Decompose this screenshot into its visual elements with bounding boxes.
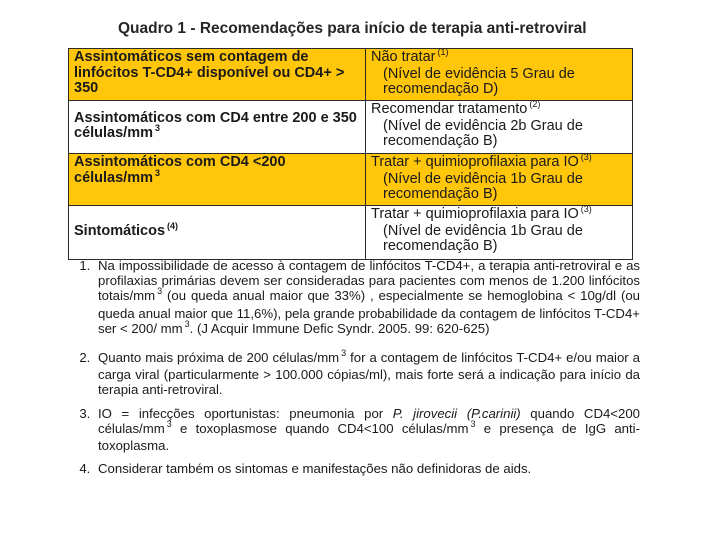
condition-text: Sintomáticos <box>74 222 166 239</box>
page-title: Quadro 1 - Recomendações para início de terapia anti-retroviral <box>118 20 587 37</box>
recommendations-table <box>68 48 633 260</box>
recommendation-text: Não tratar <box>371 49 436 65</box>
table-row <box>69 154 633 206</box>
recommendation-cell <box>366 206 633 260</box>
reference-marker: (2) <box>529 99 541 109</box>
recommendation-cell <box>366 154 633 206</box>
recommendation-text: Tratar + quimioprofilaxia para IO <box>371 206 579 222</box>
condition-cell <box>69 101 366 154</box>
footnote-text: e presença de IgG anti-toxoplasma. <box>98 420 640 454</box>
reference-marker: (1) <box>437 47 449 57</box>
footnote-text: Quanto mais próxima de 200 células/mm <box>98 350 340 366</box>
reference-marker: (3) <box>580 152 592 162</box>
superscript: 3 <box>166 418 172 429</box>
condition-text: Assintomáticos com CD4 entre 200 e 350 células/mm <box>74 109 357 141</box>
footnote-3 <box>94 406 640 454</box>
evidence-text: (Nível de evidência 1b Grau de recomendação B) <box>383 170 583 202</box>
table-row <box>69 49 633 101</box>
condition-cell <box>69 49 366 101</box>
footnotes-list <box>68 258 640 484</box>
condition-cell <box>69 154 366 206</box>
footnote-text: Na impossibilidade de acesso à contagem de linfócitos T-CD4+, a terapia anti-retroviral e as profilaxias primárias devem ser consideradas para pacientes com menos de 1.200 linfócitos totais/mm <box>98 258 640 304</box>
footnote-text: . (J Acquir Immune Defic Syndr. 2005. 99: 620-625) <box>189 320 490 336</box>
superscript: 3 <box>155 123 161 133</box>
table-row <box>69 101 633 154</box>
superscript: (4) <box>167 220 179 231</box>
footnote-4 <box>94 461 640 476</box>
evidence-text: (Nível de evidência 2b Grau de recomendação B) <box>383 117 583 149</box>
table-row <box>69 206 633 260</box>
condition-text: Assintomáticos sem contagem de linfócitos T-CD4+ disponível ou CD4+ > 350 <box>74 49 345 96</box>
superscript: 3 <box>341 348 347 359</box>
recommendation-text: Recomendar tratamento <box>371 101 528 117</box>
footnote-text: for a contagem de linfócitos T-CD4+ e/ou maior a carga viral (particularmente > 100.000 cópias/ml), mais forte será a indicação para início da terapia anti-retroviral. <box>98 350 640 398</box>
condition-text: Assintomáticos com CD4 <200 células/mm <box>74 154 286 186</box>
superscript: 3 <box>184 318 190 329</box>
footnote-1 <box>94 258 640 338</box>
superscript: 3 <box>470 418 476 429</box>
reference-marker: (3) <box>580 204 592 214</box>
species-name: P. jirovecii (P.carinii) <box>392 405 521 421</box>
condition-cell <box>69 206 366 260</box>
recommendation-cell <box>366 101 633 154</box>
footnote-text: Considerar também os sintomas e manifestações não definidoras de aids. <box>98 461 532 477</box>
footnote-text: quando CD4<200 células/mm <box>98 405 641 436</box>
footnote-text: e toxoplasmose quando CD4<100 células/mm <box>171 420 469 436</box>
evidence-text: (Nível de evidência 1b Grau de recomendação B) <box>383 222 583 254</box>
recommendation-text: Tratar + quimioprofilaxia para IO <box>371 154 579 170</box>
superscript: 3 <box>157 286 163 297</box>
footnote-text: (ou queda anual maior que 33%) , especialmente se hemoglobina < 10g/dl (ou queda anual maior que 11,6%), pela grande probabilidade da contagem de linfócitos T-CD4+ ser < 200/ mm <box>98 288 640 336</box>
footnote-text: IO = infecções oportunistas: pneumonia por <box>98 405 393 421</box>
superscript: 3 <box>155 167 161 178</box>
recommendation-cell <box>366 49 633 101</box>
evidence-text: (Nível de evidência 5 Grau de recomendação D) <box>383 65 575 97</box>
footnote-2 <box>94 350 640 398</box>
